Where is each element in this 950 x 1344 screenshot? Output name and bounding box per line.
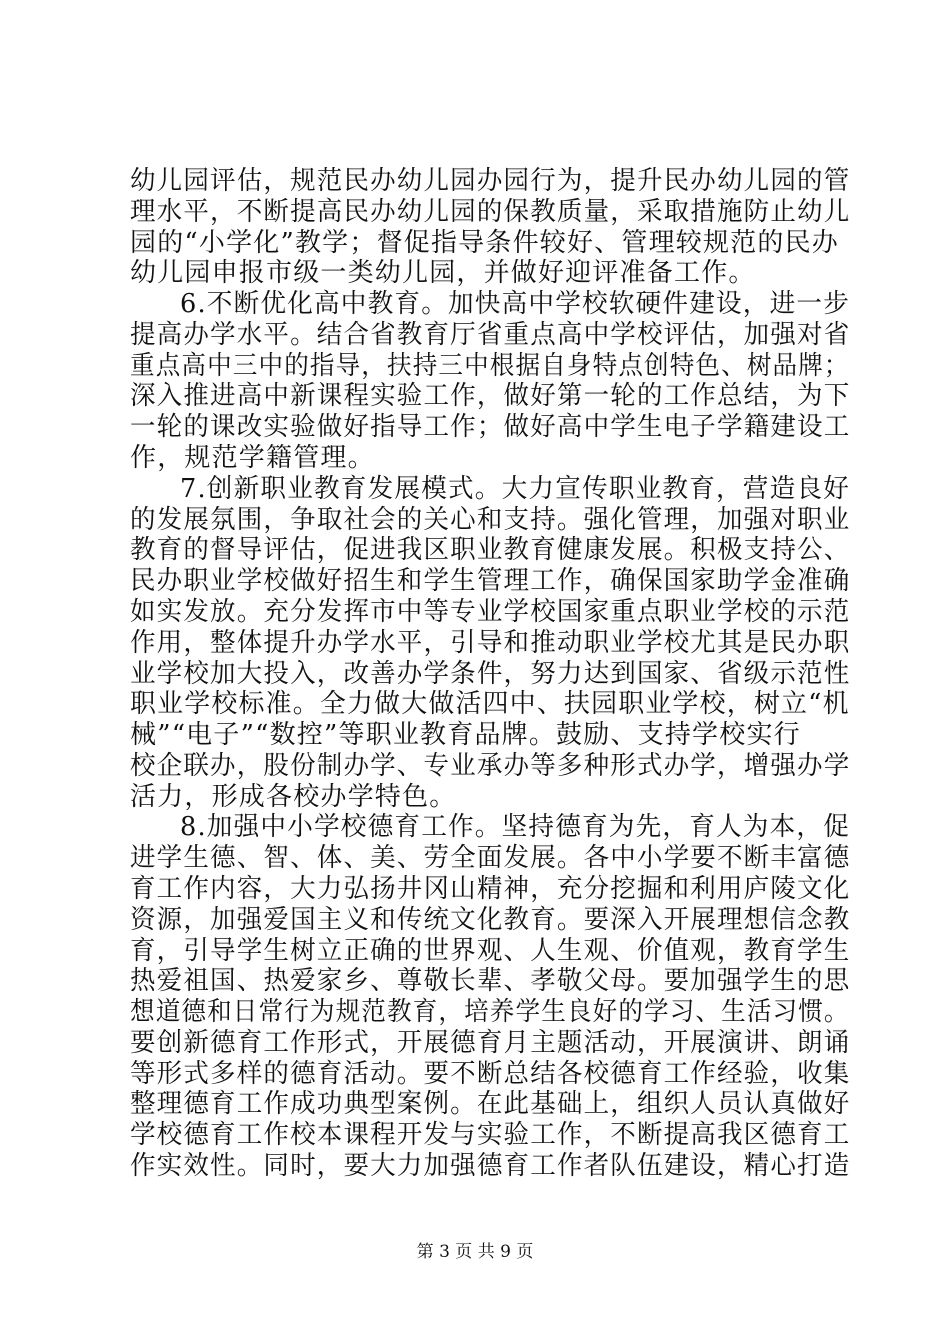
text-line: 幼儿园评估，规范民办幼儿园办园行为，提升民办幼儿园的管 [130, 166, 851, 196]
text-line: 进学生德、智、体、美、劳全面发展。各中小学要不断丰富德 [130, 843, 851, 874]
text-line: 园的“小学化”教学；督促指导条件较好、管理较规范的民办 [130, 227, 839, 258]
text-line: 职业学校标准。全力做大做活四中、扶园职业学校，树立“机 [130, 689, 850, 720]
text-line: 育工作内容，大力弘扬井冈山精神，充分挖掘和利用庐陵文化 [130, 873, 851, 904]
text-line: 作，规范学籍管理。 [130, 443, 375, 474]
text-line: 想道德和日常行为规范教育，培养学生良好的学习、生活习惯。 [130, 997, 850, 1028]
text-line: 如实发放。充分发挥市中等专业学校国家重点职业学校的示范 [130, 596, 851, 627]
text-line: 等形式多样的德育活动。要不断总结各校德育工作经验，收集 [130, 1058, 851, 1089]
text-line: 整理德育工作成功典型案例。在此基础上，组织人员认真做好 [130, 1089, 851, 1120]
text-line: 深入推进高中新课程实验工作，做好第一轮的工作总结，为下 [130, 381, 851, 412]
text-line: 民办职业学校做好招生和学生管理工作，确保国家助学金准确 [130, 566, 851, 597]
text-line: 要创新德育工作形式，开展德育月主题活动，开展演讲、朗诵 [130, 1027, 851, 1058]
text-line: 资源，加强爱国主义和传统文化教育。要深入开展理想信念教 [130, 904, 851, 935]
text-line: 械”“电子”“数控”等职业教育品牌。鼓励、支持学校实行 [130, 720, 801, 751]
text-line: 作用，整体提升办学水平，引导和推动职业学校尤其是民办职 [130, 627, 851, 658]
text-line: 重点高中三中的指导，扶持三中根据自身特点创特色、树品牌； [130, 350, 850, 381]
text-line: 教育的督导评估，促进我区职业教育健康发展。积极支持公、 [130, 535, 851, 566]
text-line: 理水平，不断提高民办幼儿园的保教质量，采取措施防止幼儿 [130, 196, 851, 227]
paragraph-heading-7: 7.创新职业教育发展模式。大力宣传职业教育，营造良好 [180, 473, 851, 504]
text-line: 校企联办，股份制办学、专业承办等多种形式办学，增强办学 [130, 750, 851, 781]
text-line: 作实效性。同时，要大力加强德育工作者队伍建设，精心打造 [130, 1151, 851, 1181]
text-line: 活力，形成各校办学特色。 [130, 781, 457, 812]
text-line: 一轮的课改实验做好指导工作；做好高中学生电子学籍建设工 [130, 412, 851, 443]
paragraph-heading-6: 6.不断优化高中教育。加快高中学校软硬件建设，进一步 [180, 289, 851, 320]
text-line: 提高办学水平。结合省教育厅省重点高中学校评估，加强对省 [130, 319, 851, 350]
text-line: 育，引导学生树立正确的世界观、人生观、价值观，教育学生 [130, 935, 851, 966]
text-line: 幼儿园申报市级一类幼儿园，并做好迎评准备工作。 [130, 258, 756, 289]
page-number-footer: 第 3 页 共 9 页 [416, 1242, 534, 1262]
text-line: 热爱祖国、热爱家乡、尊敬长辈、孝敬父母。要加强学生的思 [130, 966, 851, 997]
text-line: 业学校加大投入，改善办学条件，努力达到国家、省级示范性 [130, 658, 851, 689]
text-line: 的发展氛围，争取社会的关心和支持。强化管理，加强对职业 [130, 504, 851, 535]
paragraph-heading-8: 8.加强中小学校德育工作。坚持德育为先，育人为本，促 [180, 812, 851, 843]
text-line: 学校德育工作校本课程开发与实验工作，不断提高我区德育工 [130, 1120, 851, 1151]
